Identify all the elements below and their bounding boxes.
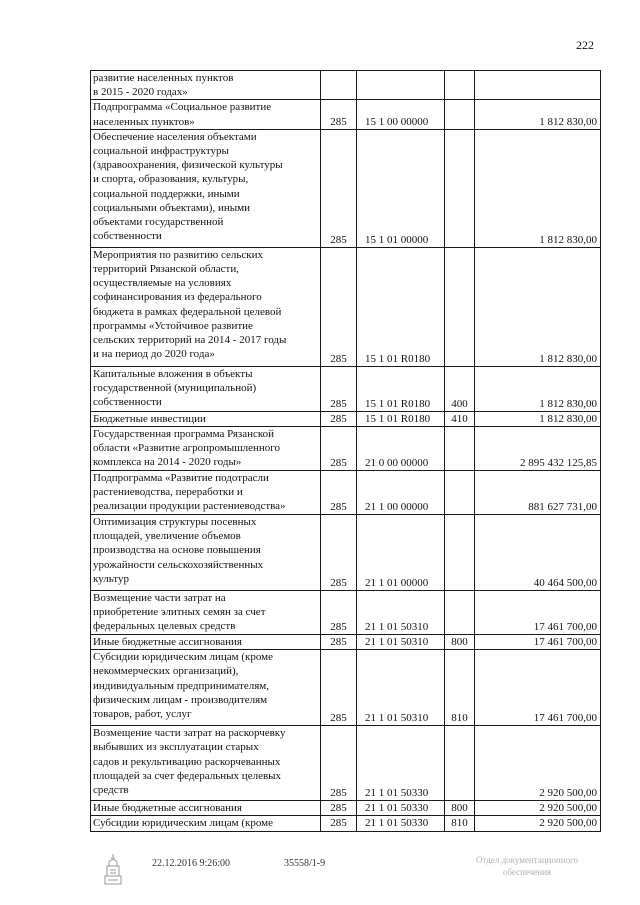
table-row	[91, 591, 601, 635]
row-expense-type-cell: 810	[445, 816, 475, 831]
row-ministry-cell: 285	[321, 816, 357, 831]
table-row	[91, 650, 601, 726]
row-ministry-cell: 285	[321, 427, 357, 471]
table-row	[91, 471, 601, 515]
row-name-cell: развитие населенных пунктов в 2015 - 2020 годах»	[91, 71, 321, 100]
row-name-cell: Оптимизация структуры посевных площадей, увеличение объемов производства на основе повышения урожайности сельскохозяйственных культур	[91, 515, 321, 591]
table-row	[91, 71, 601, 100]
row-ministry-cell: 285	[321, 366, 357, 411]
row-sum-cell: 2 920 500,00	[475, 801, 601, 816]
row-expense-type-cell	[445, 71, 475, 100]
table-row	[91, 100, 601, 129]
row-target-article-cell: 21 1 01 50330	[357, 726, 445, 801]
row-sum-cell	[475, 71, 601, 100]
row-expense-type-cell	[445, 591, 475, 635]
row-ministry-cell: 285	[321, 801, 357, 816]
row-sum-cell: 1 812 830,00	[475, 411, 601, 426]
row-expense-type-cell: 800	[445, 801, 475, 816]
row-expense-type-cell	[445, 471, 475, 515]
row-expense-type-cell	[445, 726, 475, 801]
row-expense-type-cell: 410	[445, 411, 475, 426]
row-sum-cell: 1 812 830,00	[475, 129, 601, 247]
row-sum-cell: 40 464 500,00	[475, 515, 601, 591]
row-ministry-cell	[321, 71, 357, 100]
row-ministry-cell: 285	[321, 591, 357, 635]
row-expense-type-cell	[445, 247, 475, 366]
footer-doc-number: 35558/1-9	[284, 858, 326, 869]
row-name-cell: Подпрограмма «Социальное развитие населенных пунктов»	[91, 100, 321, 129]
budget-table	[90, 70, 601, 832]
row-sum-cell: 1 812 830,00	[475, 247, 601, 366]
row-expense-type-cell	[445, 427, 475, 471]
row-name-cell: Субсидии юридическим лицам (кроме	[91, 816, 321, 831]
row-sum-cell: 881 627 731,00	[475, 471, 601, 515]
row-expense-type-cell: 800	[445, 635, 475, 650]
footer-stamp-line2: обеспечения	[502, 867, 552, 877]
row-expense-type-cell	[445, 515, 475, 591]
row-sum-cell: 17 461 700,00	[475, 650, 601, 726]
table-row	[91, 427, 601, 471]
row-target-article-cell	[357, 71, 445, 100]
row-sum-cell: 2 895 432 125,85	[475, 427, 601, 471]
row-target-article-cell: 21 1 00 00000	[357, 471, 445, 515]
row-name-cell: Иные бюджетные ассигнования	[91, 635, 321, 650]
row-name-cell: Возмещение части затрат на приобретение элитных семян за счет федеральных целевых средств	[91, 591, 321, 635]
row-name-cell: Бюджетные инвестиции	[91, 411, 321, 426]
row-sum-cell: 1 812 830,00	[475, 366, 601, 411]
row-target-article-cell: 21 1 01 50310	[357, 635, 445, 650]
row-target-article-cell: 15 1 01 R0180	[357, 247, 445, 366]
row-name-cell: Субсидии юридическим лицам (кроме некоммерческих организаций), индивидуальным предпринимателям, физическим лицам - производителям товаров, работ, услуг	[91, 650, 321, 726]
row-expense-type-cell	[445, 100, 475, 129]
row-sum-cell: 2 920 500,00	[475, 816, 601, 831]
row-ministry-cell: 285	[321, 515, 357, 591]
table-row	[91, 515, 601, 591]
row-name-cell: Обеспечение населения объектами социальной инфраструктуры (здравоохранения, физической культуры и спорта, образования, культуры, социальной поддержки, иными социальными объектами), иными объектами государственной собственности	[91, 129, 321, 247]
budget-table-body	[91, 71, 601, 832]
table-row	[91, 247, 601, 366]
row-ministry-cell: 285	[321, 471, 357, 515]
row-name-cell: Иные бюджетные ассигнования	[91, 801, 321, 816]
row-expense-type-cell	[445, 129, 475, 247]
table-row	[91, 129, 601, 247]
row-expense-type-cell: 810	[445, 650, 475, 726]
row-name-cell: Возмещение части затрат на раскорчевку выбывших из эксплуатации старых садов и рекультивацию раскорчеванных площадей за счет федеральных целевых средств	[91, 726, 321, 801]
row-name-cell: Подпрограмма «Развитие подотрасли растениеводства, переработки и реализации продукции растениеводства»	[91, 471, 321, 515]
row-ministry-cell: 285	[321, 635, 357, 650]
row-expense-type-cell: 400	[445, 366, 475, 411]
row-target-article-cell: 21 1 01 00000	[357, 515, 445, 591]
row-sum-cell: 17 461 700,00	[475, 635, 601, 650]
row-ministry-cell: 285	[321, 726, 357, 801]
row-sum-cell: 2 920 500,00	[475, 726, 601, 801]
table-row	[91, 411, 601, 426]
row-name-cell: Капитальные вложения в объекты государственной (муниципальной) собственности	[91, 366, 321, 411]
row-target-article-cell: 21 1 01 50310	[357, 591, 445, 635]
emblem-logo	[104, 852, 122, 886]
row-ministry-cell: 285	[321, 100, 357, 129]
table-row	[91, 726, 601, 801]
row-target-article-cell: 15 1 01 R0180	[357, 366, 445, 411]
row-target-article-cell: 21 1 01 50330	[357, 801, 445, 816]
row-ministry-cell: 285	[321, 129, 357, 247]
row-name-cell: Мероприятия по развитию сельских территорий Рязанской области, осуществляемые на условиях софинансирования из федерального бюджета в рамках федеральной целевой программы «Устойчивое развитие сельских территорий на 2014 - 2017 годы и на период до 2020 года»	[91, 247, 321, 366]
row-sum-cell: 1 812 830,00	[475, 100, 601, 129]
row-target-article-cell: 21 0 00 00000	[357, 427, 445, 471]
footer-date: 22.12.2016 9:26:00	[152, 858, 231, 869]
row-target-article-cell: 15 1 00 00000	[357, 100, 445, 129]
table-row	[91, 635, 601, 650]
table-row	[91, 801, 601, 816]
row-ministry-cell: 285	[321, 411, 357, 426]
footer-stamp-line1: Отдел документационного	[475, 855, 579, 865]
row-target-article-cell: 21 1 01 50310	[357, 650, 445, 726]
row-target-article-cell: 21 1 01 50330	[357, 816, 445, 831]
row-target-article-cell: 15 1 01 R0180	[357, 411, 445, 426]
table-row	[91, 816, 601, 831]
row-ministry-cell: 285	[321, 650, 357, 726]
row-name-cell: Государственная программа Рязанской области «Развитие агропромышленного комплекса на 2014 - 2020 годы»	[91, 427, 321, 471]
footer-stamp	[452, 854, 602, 878]
row-sum-cell: 17 461 700,00	[475, 591, 601, 635]
row-ministry-cell: 285	[321, 247, 357, 366]
row-target-article-cell: 15 1 01 00000	[357, 129, 445, 247]
page-number: 222	[576, 38, 594, 52]
table-row	[91, 366, 601, 411]
